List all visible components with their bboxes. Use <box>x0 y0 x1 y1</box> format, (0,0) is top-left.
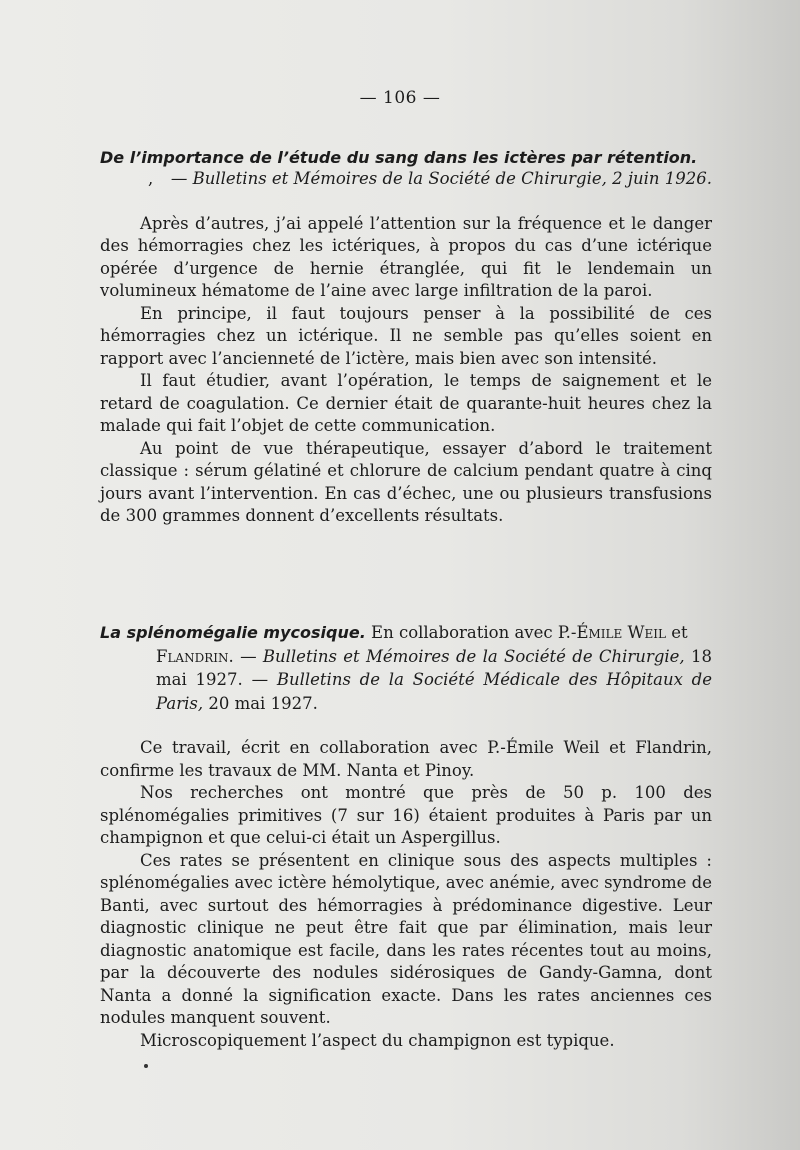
paragraph: Microscopiquement l’aspect du champignon est typique. <box>140 1030 615 1050</box>
reference-mark: , <box>148 169 154 188</box>
entry-title: La splénomégalie mycosique. <box>100 623 366 642</box>
entry-title: De l’importance de l’étude du sang dans les ictères par rétention. <box>100 148 698 167</box>
paragraph: Après d’autres, j’ai appelé l’attention sur la fréquence et le danger des hémorragies chez les ictériques, à propos du cas d’une ictérique opérée d’urgence de hernie étranglée, qui fit le lendemain un volumineux hématome de l’aine avec large infiltration de la paroi. <box>100 213 712 300</box>
paragraph: Il faut étudier, avant l’opération, le temps de saignement et le retard de coagulation. Ce dernier était de quarante-huit heures chez la malade qui fait l’objet de cette communication. <box>100 371 712 435</box>
paragraph: Ce travail, écrit en collaboration avec P.-Émile Weil et Flandrin, confirme les travaux de MM. Nanta et Pinoy. <box>100 738 712 780</box>
reference-text: — Bulletins et Mémoires de la Société de Chirurgie, <box>240 646 685 666</box>
entry-splenomegalie <box>100 621 712 1052</box>
reference-text: — Bulletins et Mémoires de la Société de Chirurgie, 2 juin 1926. <box>170 169 712 188</box>
author-name: Flandrin. <box>156 646 234 666</box>
reference-date: 20 mai 1927. <box>208 693 318 713</box>
entry-reference <box>100 167 712 191</box>
page-number: — 106 — <box>359 88 441 108</box>
reference-date: 18 mai 1927. <box>156 646 713 689</box>
entry-reference <box>156 645 712 716</box>
conjunction: et <box>671 623 688 642</box>
entry-body <box>100 213 712 528</box>
entry-body <box>100 737 712 1052</box>
reference-text: — Bulletins de la Société Médicale des Hôpitaux de Paris, <box>156 670 712 713</box>
collab-intro: En collaboration avec <box>371 623 553 642</box>
paragraph: Nos recherches ont montré que près de 50 p. 100 des splénomégalies primitives (7 sur 16) étaient produites à Paris par un champignon et que celui-ci était un Aspergillus. <box>100 783 712 847</box>
paragraph: En principe, il faut toujours penser à la possibilité de ces hémorragies chez un ictérique. Il ne semble pas qu’elles soient en rapport avec l’ancienneté de l’ictère, mais bien avec son intensité. <box>100 303 712 368</box>
author-name: P.-Émile Weil <box>557 623 666 642</box>
ink-dot <box>144 1064 148 1068</box>
paragraph: Ces rates se présentent en clinique sous des aspects multiples : splénomégalies avec ictère hémolytique, avec anémie, avec syndrome de Banti, avec surtout des hémorragies à prédominance digestive. Leur diagnostic clinique ne peut être fait que par élimination, mais leur diagnostic anatomique est facile, dans les rates récentes tout au moins, par la découverte des nodules sidérosiques de Gandy-Gamna, dont Nanta a donné la signification exacte. Dans les rates anciennes ces nodules manquent souvent. <box>100 850 712 1027</box>
paragraph: Au point de vue thérapeutique, essayer d’abord le traitement classique : sérum gélatiné et chlorure de calcium pendant quatre à cinq jours avant l’intervention. En cas d’échec, une ou plusieurs transfusions de 300 grammes donnent d’excellents résultats. <box>100 438 712 525</box>
entry-heading <box>100 621 712 645</box>
entry-ictere <box>100 148 712 528</box>
